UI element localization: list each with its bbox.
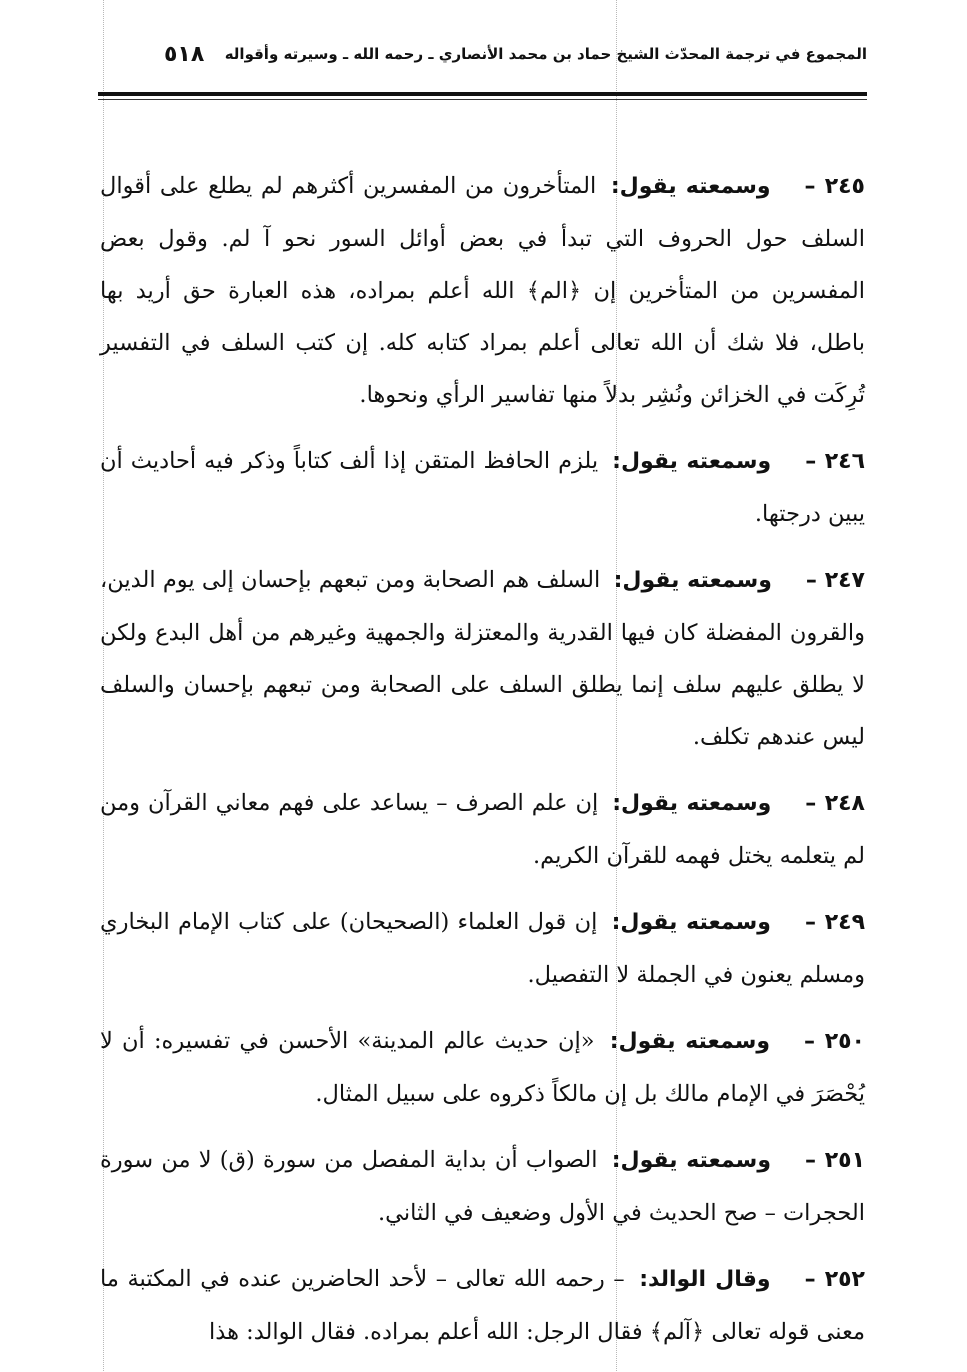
entry-number: ٢٤٨ – (805, 791, 865, 816)
page-body (100, 160, 865, 1372)
entry-245 (100, 160, 865, 421)
entry-249 (100, 896, 865, 1001)
header-rule (98, 92, 867, 96)
header-rule-thin (98, 99, 867, 100)
entry-lead: وسمعته يقول: (611, 910, 771, 935)
entry-text: المتأخرون من المفسرين أكثرهم لم يطلع على أقوال السلف حول الحروف التي تبدأ في بعض أوائل السور نحو آ لم. وقول بعض المفسرين من المتأخرين إن ﴿الم﴾ الله أعلم بمراده، هذه العبارة حق أريد بها باطل، فلا شك أن الله تعالى أعلم بمراد كتابه كله. إن كتب السلف في التفسير تُرِكَت في الخزائن ونُشِر بدلاً منها تفاسير الرأي ونحوها. (100, 173, 865, 408)
entry-number: ٢٤٥ – (804, 174, 865, 199)
entry-number: ٢٥٠ – (804, 1029, 865, 1054)
entry-250 (100, 1015, 865, 1120)
entry-text: يلزم الحافظ المتقن إذا ألف كتاباً وذكر فيه أحاديث أن يبين درجتها. (100, 448, 865, 527)
entry-lead: وسمعته يقول: (610, 174, 771, 199)
entry-247 (100, 554, 865, 763)
entry-number: ٢٤٧ – (805, 568, 865, 593)
entry-number: ٢٤٩ – (804, 910, 866, 935)
entry-lead: وسمعته يقول: (612, 449, 772, 474)
entry-248 (100, 777, 865, 882)
entry-252 (100, 1253, 865, 1358)
entry-text: السلف هم الصحابة ومن تبعهم بإحسان إلى يوم الدين، والقرون المفضلة كان فيها القدرية والمعتزلة والجمهية وغيرهم من أهل البدع ولكن لا يطلق عليهم سلف إنما يطلق السلف على الصحابة ومن تبعهم بإحسان والسلف ليس عندهم تكلف. (100, 567, 865, 750)
entry-number: ٢٥١ – (805, 1148, 866, 1173)
entry-lead: وسمعته يقول: (613, 568, 772, 593)
entry-lead: وقال الوالد: (639, 1267, 771, 1292)
entry-number: ٢٥٢ – (804, 1267, 865, 1292)
entry-text: الصواب أن بداية المفصل من سورة (ق) لا من سورة الحجرات – صح الحديث في الأول وضعيف في الثاني. (100, 1147, 865, 1226)
entry-text: – رحمه الله تعالى – لأحد الحاضرين عنده في المكتبة ما معنى قوله تعالى ﴿آلم﴾ فقال الرجل: الله أعلم بمراده. فقال الوالد: هذا (100, 1266, 865, 1345)
page-header (150, 34, 867, 74)
entry-number: ٢٤٦ – (805, 449, 866, 474)
entry-text: إن علم الصرف – يساعد على فهم معاني القرآن ومن لم يتعلمه يختل فهمه للقرآن الكريم. (100, 790, 865, 869)
entry-246 (100, 435, 865, 540)
page-number: ٥١٨ (164, 41, 205, 67)
entry-lead: وسمعته يقول: (609, 1029, 771, 1054)
entry-251 (100, 1134, 865, 1239)
entry-text: إن قول العلماء (الصحيحان) على كتاب الإمام البخاري ومسلم يعنون في الجملة لا التفصيل. (100, 909, 865, 988)
entry-text: «إن حديث عالم المدينة» الأحسن في تفسيره: أن لا يُحْصَرَ في الإمام مالك بل إن مالكاً ذكروه على سبيل المثال. (100, 1028, 865, 1107)
running-title: المجموع في ترجمة المحدّث الشيخ حماد بن محمد الأنصاري ـ رحمه الله ـ وسيرته وأقواله (224, 45, 867, 63)
entry-lead: وسمعته يقول: (611, 1148, 771, 1173)
entry-lead: وسمعته يقول: (612, 791, 772, 816)
